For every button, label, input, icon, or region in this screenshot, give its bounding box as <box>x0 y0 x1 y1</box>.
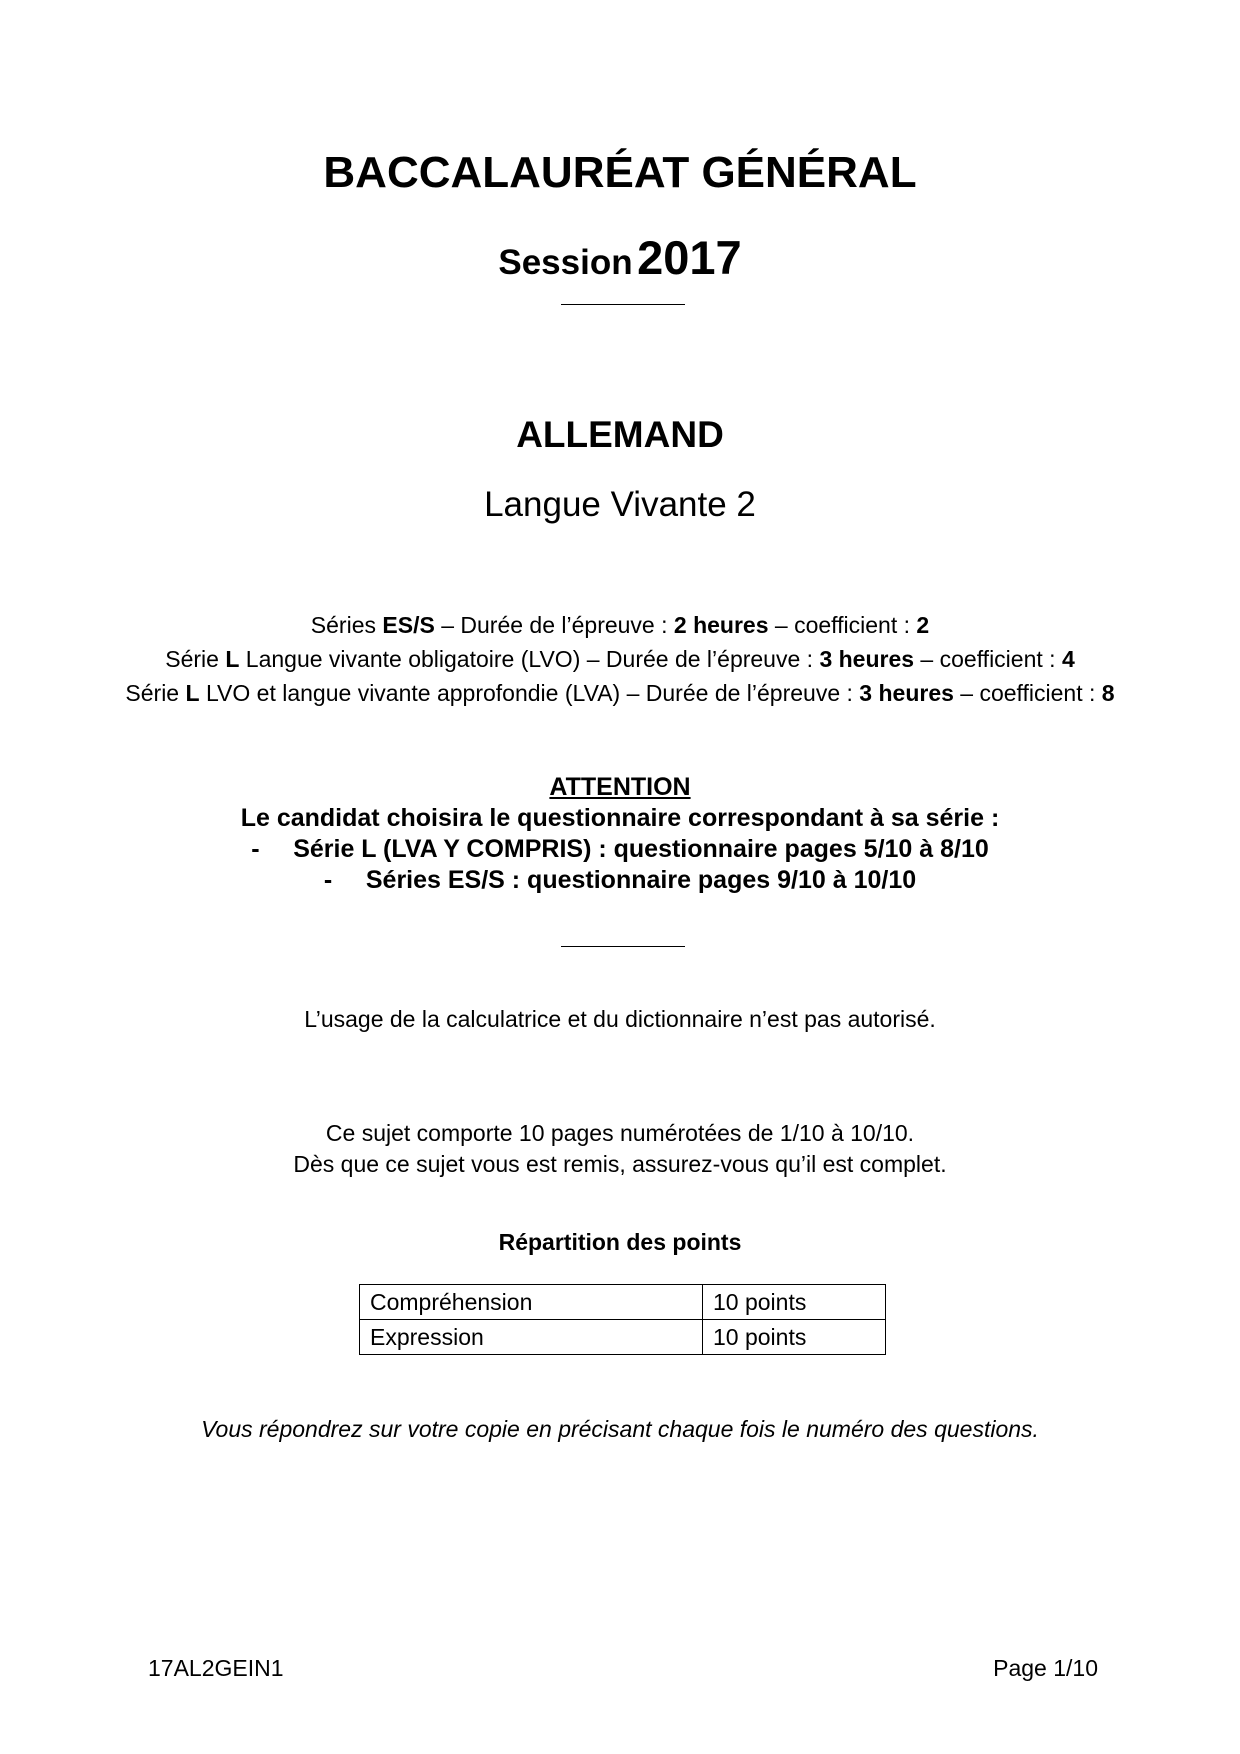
series-line: Série L LVO et langue vivante approfondie (LVA) – Durée de l’épreuve : 3 heures – coefficient : 8 <box>125 680 1115 706</box>
answer-instruction: Vous répondrez sur votre copie en précisant chaque fois le numéro des questions. <box>201 1416 1039 1442</box>
series-block <box>0 608 1240 710</box>
bullet: - <box>251 835 260 863</box>
attention-line: Le candidat choisira le questionnaire correspondant à sa série : <box>240 804 1000 832</box>
table-cell: 10 points <box>703 1320 886 1355</box>
series-line: Séries ES/S – Durée de l’épreuve : 2 heures – coefficient : 2 <box>310 612 930 638</box>
subject-name: ALLEMAND <box>516 414 724 455</box>
footer-page-number: Page 1/10 <box>993 1655 1098 1681</box>
table-row <box>360 1320 886 1355</box>
attention-heading: ATTENTION <box>549 773 691 801</box>
table-row <box>360 1285 886 1320</box>
table-cell: 10 points <box>703 1285 886 1320</box>
attention-item: - Série L (LVA Y COMPRIS) : questionnaire pages 5/10 à 8/10 <box>251 835 989 863</box>
session-year: 2017 <box>637 231 742 284</box>
session-line <box>0 230 1240 285</box>
points-table <box>359 1284 886 1355</box>
subject-level: Langue Vivante 2 <box>484 485 756 524</box>
table-cell: Expression <box>360 1320 703 1355</box>
footer-code: 17AL2GEIN1 <box>148 1655 284 1681</box>
session-label: Session <box>498 243 633 282</box>
attention-block <box>0 772 1240 896</box>
divider-top <box>561 304 685 305</box>
divider-middle <box>561 946 685 947</box>
attention-item: - Séries ES/S : questionnaire pages 9/10 à 10/10 <box>323 866 917 894</box>
bullet: - <box>323 866 333 894</box>
series-line: Série L Langue vivante obligatoire (LVO) – Durée de l’épreuve : 3 heures – coefficient : 4 <box>165 646 1075 672</box>
usage-note: L’usage de la calculatrice et du dictionnaire n’est pas autorisé. <box>304 1006 936 1032</box>
pages-note: Ce sujet comporte 10 pages numérotées de 1/10 à 10/10. Dès que ce sujet vous est remis, assurez-vous qu’il est complet. <box>293 1120 947 1177</box>
table-cell: Compréhension <box>360 1285 703 1320</box>
points-heading: Répartition des points <box>498 1229 742 1255</box>
exam-title: BACCALAURÉAT GÉNÉRAL <box>323 148 917 197</box>
